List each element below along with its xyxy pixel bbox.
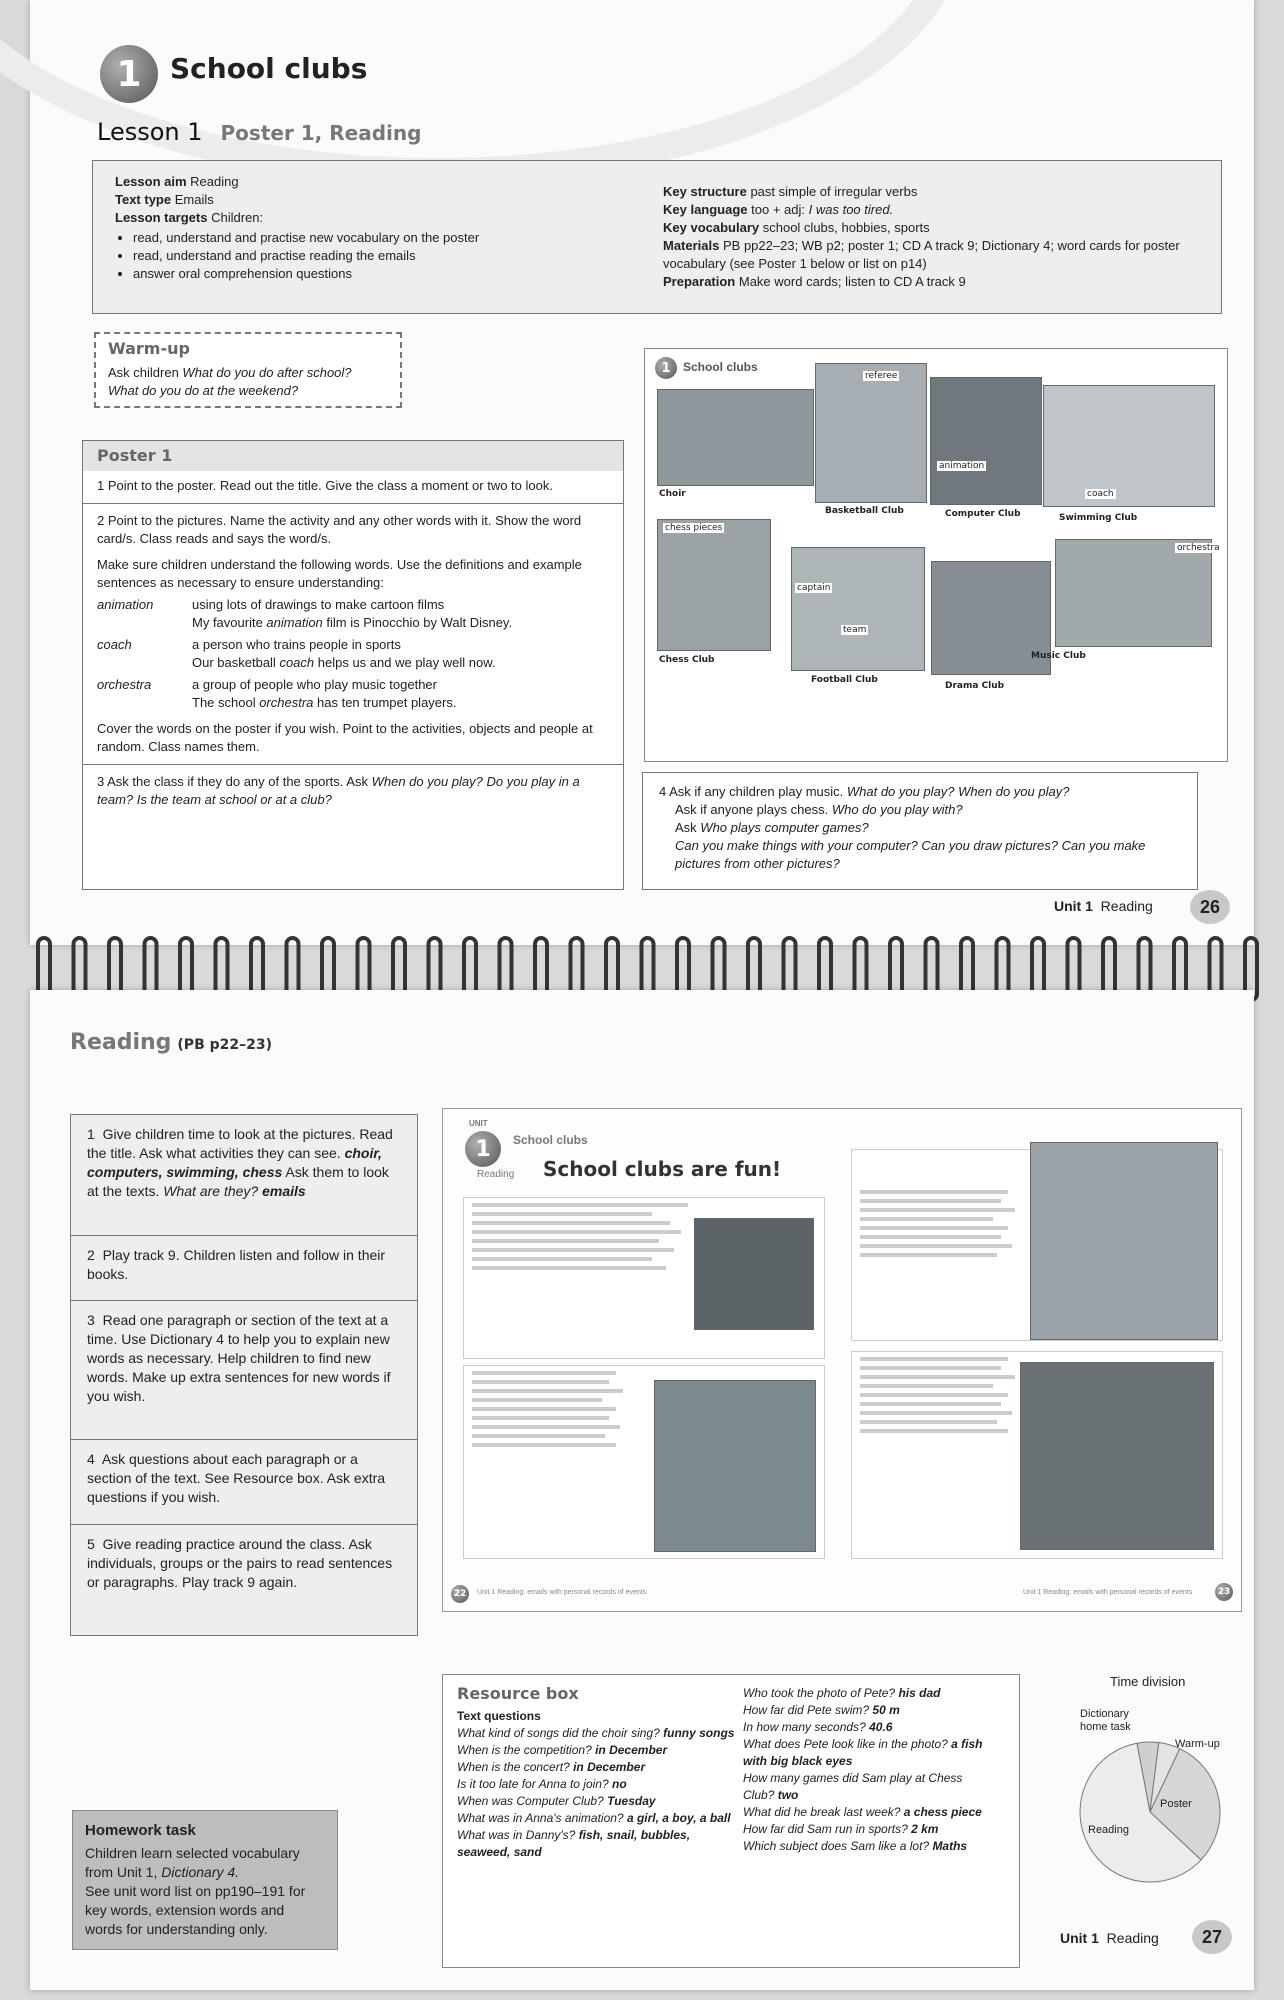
homework-text-1: Children learn selected vocabulary from Unit 1, (85, 1845, 300, 1880)
example-word: coach (279, 655, 315, 670)
step-num: 3 (87, 1312, 95, 1328)
answer-text: a chess piece (903, 1805, 982, 1819)
example-b: film is Pinocchio by Walt Disney. (322, 615, 513, 630)
warmup-q1: What do you do after school? (182, 365, 352, 380)
text-type-label: Text type (115, 192, 172, 207)
unit-number-badge: 1 (100, 45, 158, 103)
resource-box (442, 1674, 1020, 1968)
page-number: 27 (1192, 1920, 1232, 1954)
poster-steps-box (82, 440, 624, 890)
pupil-book-spread (442, 1108, 1242, 1612)
homework-text-2: See unit word list on pp190–191 for key words, extension words and words for understanding only. (85, 1883, 306, 1937)
step-4-a: 4 Ask if any children play music. (659, 784, 847, 799)
warmup-q2: What do you do at the weekend? (108, 383, 299, 398)
lesson-heading (97, 118, 421, 146)
example-a: The school (192, 695, 260, 710)
resource-col-left (457, 1685, 737, 1861)
step-text: Give children time to look at the pictures. Read the title. Ask what activities they can see. (87, 1126, 393, 1161)
answer-text: fish, snail, bubbles, seaweed, sand (457, 1828, 691, 1859)
definition-row (97, 636, 609, 672)
reading-subtitle: (PB p22–23) (177, 1037, 272, 1053)
tag-captain: captain (797, 583, 831, 593)
definition-row (97, 676, 609, 712)
football-photo (791, 547, 925, 671)
tag-animation: animation (939, 461, 985, 471)
pie-label-warmup: Warm-up (1175, 1738, 1220, 1750)
definition-word: coach (97, 637, 132, 652)
answer-text: in December (573, 1760, 646, 1774)
example-a: My favourite (192, 615, 267, 630)
page-number: 26 (1190, 890, 1230, 924)
pie-label-poster: Poster (1160, 1798, 1192, 1810)
caption-basketball: Basketball Club (825, 506, 904, 516)
swimming-photo (1043, 385, 1215, 507)
structure-value: past simple of irregular verbs (750, 184, 918, 199)
pb-footer-right: Unit 1 Reading: emails with personal records of events (1023, 1589, 1193, 1596)
target-item: • read, understand and practise reading the emails (133, 247, 615, 265)
step-num: 2 (87, 1247, 95, 1263)
step-4-box (642, 772, 1198, 890)
materials-label: Materials (663, 238, 720, 253)
aims-left (115, 173, 615, 283)
email-computer (463, 1365, 825, 1559)
example-word: animation (266, 615, 323, 630)
resource-question (743, 1821, 993, 1838)
lesson-title: Lesson 1 (97, 118, 203, 146)
question-text: When was Computer Club? (457, 1794, 604, 1808)
resource-subtitle: Text questions (457, 1709, 541, 1723)
targets-label: Lesson targets (115, 210, 208, 225)
target-item: • answer oral comprehension questions (133, 265, 615, 283)
email-swimming (851, 1149, 1223, 1341)
answer-text: no (612, 1777, 627, 1791)
pb-unit-badge: 1 (465, 1131, 501, 1167)
pb-section: Reading (477, 1169, 515, 1180)
resource-question (457, 1759, 737, 1776)
reading-step-2 (71, 1236, 417, 1301)
definition-word: animation (97, 597, 154, 612)
question-text: Which subject does Sam like a lot? (743, 1839, 930, 1853)
prep-label: Preparation (663, 274, 736, 289)
answer-text: Maths (932, 1839, 968, 1853)
caption-choir: Choir (659, 489, 686, 499)
answer-text: his dad (898, 1686, 941, 1700)
choir-email-photo (694, 1218, 814, 1330)
language-value: too + adj: (751, 202, 809, 217)
warmup-box (94, 332, 402, 408)
vocab-label: Key vocabulary (663, 220, 760, 235)
reading-step-5 (71, 1525, 417, 1602)
prep-value: Make word cards; listen to CD A track 9 (738, 274, 966, 289)
warmup-text: Ask children (108, 365, 183, 380)
answer-text: a girl, a boy, a ball (626, 1811, 731, 1825)
homework-box (72, 1810, 338, 1950)
chess-email-photo (1020, 1362, 1214, 1550)
reading-title: Reading (70, 1030, 172, 1055)
step-num: 1 (87, 1126, 95, 1142)
reading-step-4 (71, 1440, 417, 1525)
question-text: How far did Pete swim? (743, 1703, 870, 1717)
caption-football: Football Club (811, 675, 878, 685)
definition-text: a person who trains people in sports (192, 637, 401, 652)
pb-kicker: School clubs (513, 1133, 588, 1147)
caption-music: Music Club (1031, 651, 1086, 661)
step-bold: choir, computers, swimming, chess (87, 1145, 382, 1180)
question-text: How many games did Sam play at Chess Club? (743, 1771, 963, 1802)
step-1-text: 1 Point to the poster. Read out the title. Give the class a moment or two to look. (97, 478, 553, 493)
caption-computer: Computer Club (945, 509, 1021, 519)
pb-page-right: 23 (1215, 1583, 1233, 1601)
definition-text: a group of people who play music together (192, 677, 437, 692)
pb-page-left: 22 (451, 1585, 469, 1603)
vocab-value: school clubs, hobbies, sports (762, 220, 930, 235)
question-text: When is the concert? (457, 1760, 570, 1774)
aim-label: Lesson aim (115, 174, 187, 189)
page-footer (1060, 1930, 1159, 1946)
resource-question (457, 1725, 737, 1742)
step-num: 4 (87, 1451, 95, 1467)
resource-question (457, 1810, 737, 1827)
pb-footer-left: Unit 1 Reading: emails with personal records of events (477, 1589, 647, 1596)
poster-step-2 (83, 504, 623, 765)
structure-label: Key structure (663, 184, 747, 199)
poster-step-1 (83, 441, 623, 504)
resource-question (743, 1736, 993, 1770)
caption-drama: Drama Club (945, 681, 1005, 691)
footer-unit: Unit 1 (1054, 898, 1093, 914)
step-2a-text: 2 Point to the pictures. Name the activity and any other words with it. Show the word card/s. Class reads and says the word/s. (97, 513, 582, 546)
pb-headline: School clubs are fun! (543, 1157, 782, 1181)
resource-title: Resource box (457, 1684, 579, 1703)
aims-right (663, 183, 1203, 291)
time-division-title: Time division (1110, 1674, 1186, 1689)
email-choir (463, 1197, 825, 1359)
resource-question (457, 1776, 737, 1793)
question-text: In how many seconds? (743, 1720, 866, 1734)
caption-chess: Chess Club (659, 655, 715, 665)
footer-unit: Unit 1 (1060, 1930, 1099, 1946)
resource-question (743, 1838, 993, 1855)
example-b: has ten trumpet players. (313, 695, 457, 710)
step-text-2: Ask them to look at the texts. (87, 1164, 389, 1199)
resource-question (743, 1770, 993, 1804)
step-2c-text: Cover the words on the poster if you wish. Point to the activities, objects and people at random. Class names them. (97, 721, 593, 754)
answer-text: 2 km (911, 1822, 939, 1836)
basketball-photo (815, 363, 927, 503)
page-27 (30, 990, 1254, 1990)
step-text: Read one paragraph or section of the text at a time. Use Dictionary 4 to help you to explain new words as necessary. Help children to find new words. Make up extra sentences for new words if you wish. (87, 1312, 391, 1404)
step-4-c: Ask (675, 820, 701, 835)
tag-coach: coach (1087, 489, 1114, 499)
lesson-subtitle: Poster 1, Reading (220, 121, 422, 145)
resource-question (743, 1685, 993, 1702)
answer-text: Tuesday (607, 1794, 656, 1808)
resource-question (457, 1793, 737, 1810)
question-text: What was in Anna's animation? (457, 1811, 624, 1825)
computer-photo (930, 377, 1042, 505)
caption-swimming: Swimming Club (1059, 513, 1138, 523)
step-2b-text: Make sure children understand the following words. Use the definitions and example sentences as necessary to ensure understanding: (97, 557, 582, 590)
example-b: helps us and we play well now. (314, 655, 496, 670)
answer-text: 40.6 (869, 1720, 893, 1734)
resource-question (743, 1804, 993, 1821)
materials-value: PB pp22–23; WB p2; poster 1; CD A track 9; Dictionary 4; word cards for poster vocabulary (see Poster 1 below or list on p14) (663, 238, 1180, 271)
answer-text: a fish with big black eyes (743, 1737, 983, 1768)
unit-title: School clubs (170, 52, 368, 85)
text-type-value: Emails (174, 192, 214, 207)
pie-label-dictionary: Dictionary home task (1080, 1708, 1131, 1733)
swimmer-photo (1030, 1142, 1218, 1340)
time-division (1060, 1674, 1240, 1904)
example-a: Our basketball (192, 655, 280, 670)
lesson-aims-box (92, 160, 1222, 314)
tag-referee: referee (865, 371, 898, 381)
step-text: Play track 9. Children listen and follow in their books. (87, 1247, 386, 1282)
resource-question (457, 1742, 737, 1759)
tag-chess-pieces: chess pieces (665, 523, 723, 533)
target-item: • read, understand and practise new vocabulary on the poster (133, 229, 615, 247)
step-4-q3: Who plays computer games? (700, 820, 869, 835)
step-4-q2: Who do you play with? (831, 802, 963, 817)
question-text: When is the competition? (457, 1743, 592, 1757)
step-answer: emails (258, 1183, 306, 1199)
step-4-q1: What do you play? When do you play? (846, 784, 1070, 799)
animation-email-image (654, 1380, 816, 1552)
question-text: What does Pete look like in the photo? (743, 1737, 948, 1751)
aim-value: Reading (190, 174, 239, 189)
definition-row (97, 596, 609, 632)
warmup-title: Warm-up (108, 339, 190, 358)
step-question: What are they? (163, 1183, 259, 1199)
poster-unit-badge: 1 (655, 357, 677, 379)
question-text: What was in Danny's? (457, 1828, 576, 1842)
step-4-b: Ask if anyone plays chess. (675, 802, 832, 817)
footer-section: Reading (1106, 1930, 1159, 1946)
tag-orchestra: orchestra (1177, 543, 1220, 553)
definition-word: orchestra (97, 677, 152, 692)
example-word: orchestra (259, 695, 314, 710)
homework-dictionary: Dictionary 4. (161, 1864, 240, 1880)
pie-label-reading: Reading (1088, 1824, 1129, 1836)
question-text: Who took the photo of Pete? (743, 1686, 896, 1700)
choir-photo (657, 389, 814, 486)
resource-question (457, 1827, 737, 1861)
homework-title: Homework task (85, 1822, 196, 1839)
question-text: What kind of songs did the choir sing? (457, 1726, 660, 1740)
step-num: 5 (87, 1536, 95, 1552)
answer-text: two (777, 1788, 799, 1802)
question-text: Is it too late for Anna to join? (457, 1777, 609, 1791)
resource-col-right (743, 1685, 993, 1855)
targets-list (115, 229, 615, 283)
chess-photo (657, 519, 771, 651)
language-label: Key language (663, 202, 748, 217)
answer-text: funny songs (663, 1726, 735, 1740)
step-3-text: 3 Ask the class if they do any of the sports. Ask (97, 774, 372, 789)
reading-steps-box (70, 1114, 418, 1636)
tag-team: team (843, 625, 867, 635)
answer-text: in December (595, 1743, 668, 1757)
page-footer (1054, 898, 1153, 914)
definition-text: using lots of drawings to make cartoon films (192, 597, 445, 612)
reading-heading (70, 1030, 272, 1055)
music-photo (1055, 539, 1212, 647)
page-26 (30, 0, 1254, 945)
reading-step-3 (71, 1301, 417, 1440)
poster-image-title: School clubs (683, 360, 758, 374)
targets-value: Children: (211, 210, 264, 225)
step-3-questions: When do you play? Do you play in a team? Is the team at school or at a club? (97, 774, 580, 807)
pb-unit-label: UNIT (469, 1119, 488, 1128)
time-division-pie (1060, 1704, 1240, 1904)
footer-section: Reading (1100, 898, 1153, 914)
step-4-q4: Can you make things with your computer? Can you draw pictures? Can you make pictures from other pictures? (675, 838, 1146, 871)
question-text: How far did Sam run in sports? (743, 1822, 908, 1836)
poster-title: Poster 1 (83, 441, 623, 471)
poster-image (644, 348, 1228, 762)
step-text: Ask questions about each paragraph or a section of the text. See Resource box. Ask extra questions if you wish. (87, 1451, 386, 1505)
question-text: What did he break last week? (743, 1805, 901, 1819)
resource-question (743, 1719, 993, 1736)
resource-question (743, 1702, 993, 1719)
email-chess (851, 1351, 1223, 1559)
answer-text: 50 m (872, 1703, 900, 1717)
reading-step-1 (71, 1115, 417, 1236)
step-text: Give reading practice around the class. Ask individuals, groups or the pairs to read sentences or paragraphs. Play track 9 again. (87, 1536, 393, 1590)
poster-step-3 (83, 765, 623, 817)
language-example: I was too tired. (808, 202, 894, 217)
